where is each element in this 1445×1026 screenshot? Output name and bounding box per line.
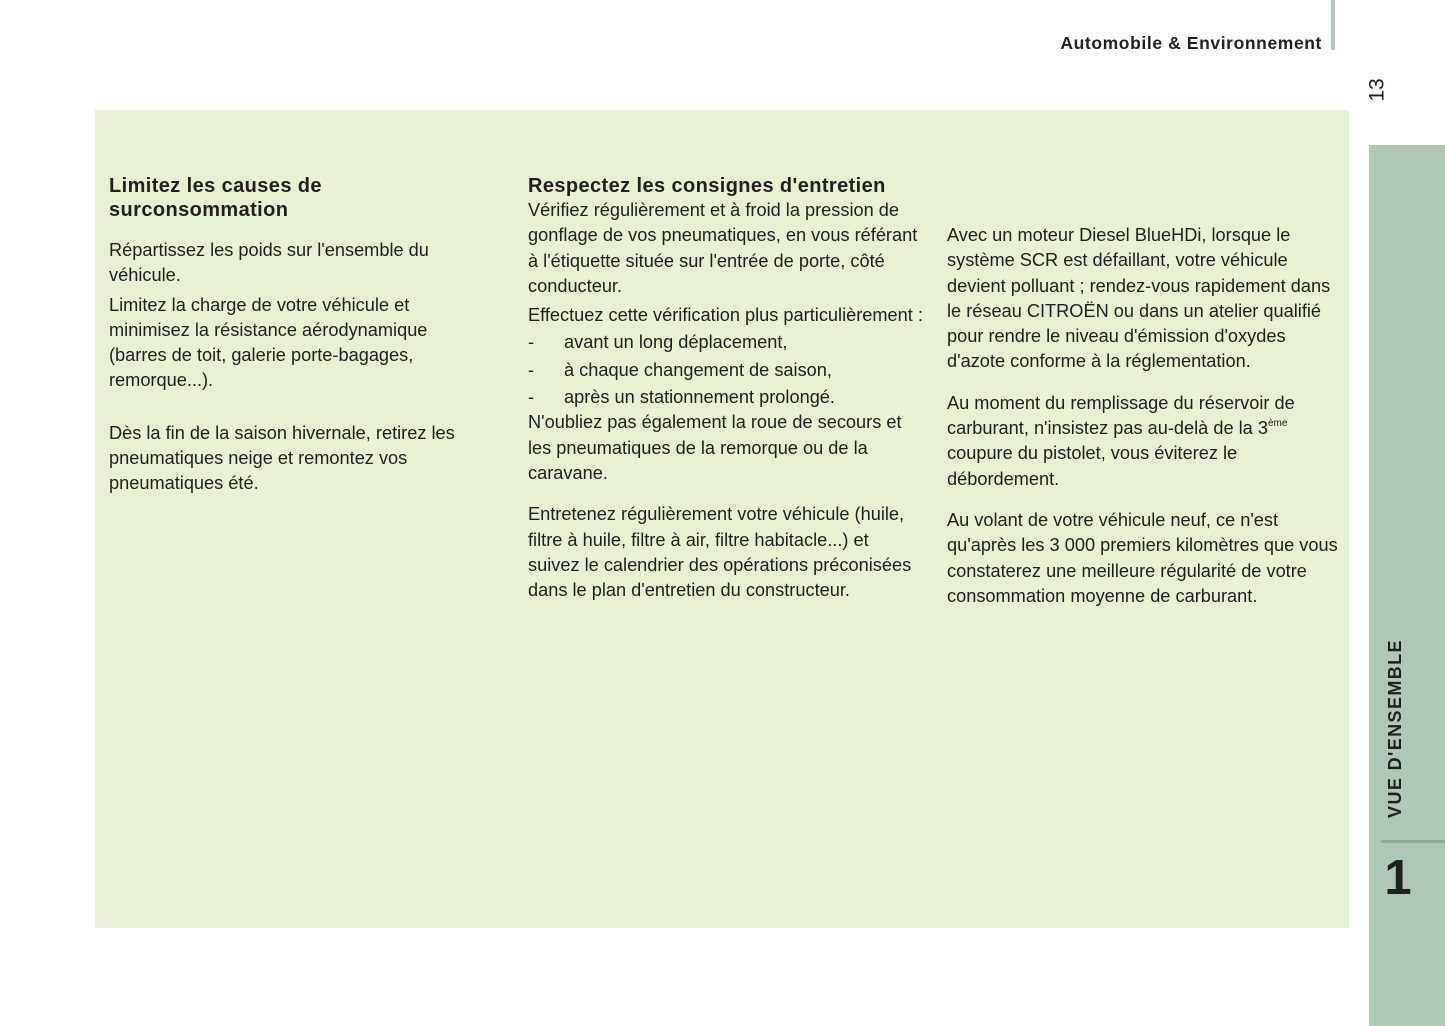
heading-surconsommation: Limitez les causes de surconsommation [109, 175, 322, 221]
superscript: ème [1267, 418, 1288, 430]
paragraph-text: Au moment du remplissage du réservoir de carburant, n'insistez pas au-delà de la 3 [947, 392, 1295, 439]
chapter-number: 1 [1384, 851, 1412, 905]
section-title: Automobile & Environnement [1060, 33, 1322, 53]
content-panel [95, 110, 1349, 928]
page-number [1363, 76, 1393, 104]
paragraph: Vérifiez régulièrement et à froid la pression de gonflage de vos pneumatiques, en vous référant à l'étiquette située sur l'entrée de porte, côté conducteur. [528, 200, 918, 296]
list-item-text: à chaque changement de saison, [564, 359, 832, 380]
chapter-divider [1381, 840, 1445, 843]
column-middle [528, 174, 923, 603]
column-right [947, 223, 1342, 609]
list-item [528, 358, 923, 383]
page-number-text: 13 [1365, 78, 1389, 102]
dash-marker: - [528, 359, 535, 380]
paragraph: Répartissez les poids sur l'ensemble du véhicule. [109, 240, 429, 286]
chapter-label [1371, 630, 1419, 826]
paragraph [947, 391, 1342, 492]
paragraph: Avec un moteur Diesel BlueHDi, lorsque le système SCR est défaillant, votre véhicule devient polluant ; rendez-vous rapidement dans le réseau CITROËN ou dans un atelier qualifié pour rendre le niveau d'émission d'oxydes d'azote conforme à la réglementation. [947, 225, 1331, 372]
paragraph: N'oubliez pas également la roue de secours et les pneumatiques de la remorque ou de la caravane. [528, 412, 902, 483]
column-left [109, 174, 489, 497]
dash-marker: - [528, 387, 535, 408]
chapter-label-text: VUE D'ENSEMBLE [1384, 638, 1405, 818]
dash-marker: - [528, 332, 535, 353]
list-item-text: après un stationnement prolongé. [564, 387, 835, 408]
paragraph: Au volant de votre véhicule neuf, ce n'est qu'après les 3 000 premiers kilomètres que vous constaterez une meilleure régularité de votre consommation moyenne de carburant. [947, 509, 1338, 606]
list-item [528, 385, 923, 410]
paragraph-text: coupure du pistolet, vous éviterez le débordement. [947, 443, 1238, 489]
paragraph: Effectuez cette vérification plus particulièrement : [528, 305, 923, 326]
paragraph: Limitez la charge de votre véhicule et minimisez la résistance aérodynamique (barres de toit, galerie porte-bagages, remorque...). [109, 294, 428, 391]
header-divider [1331, 0, 1335, 50]
paragraph: Entretenez régulièrement votre véhicule (huile, filtre à huile, filtre à air, filtre habitacle...) et suivez le calendrier des opérations préconisées dans le plan d'entretien du constructeur. [528, 504, 912, 601]
heading-entretien: Respectez les consignes d'entretien [528, 175, 886, 197]
list-item [528, 330, 923, 355]
list-item-text: avant un long déplacement, [564, 332, 788, 353]
paragraph: Dès la fin de la saison hivernale, retirez les pneumatiques neige et remontez vos pneumatiques été. [109, 422, 455, 494]
